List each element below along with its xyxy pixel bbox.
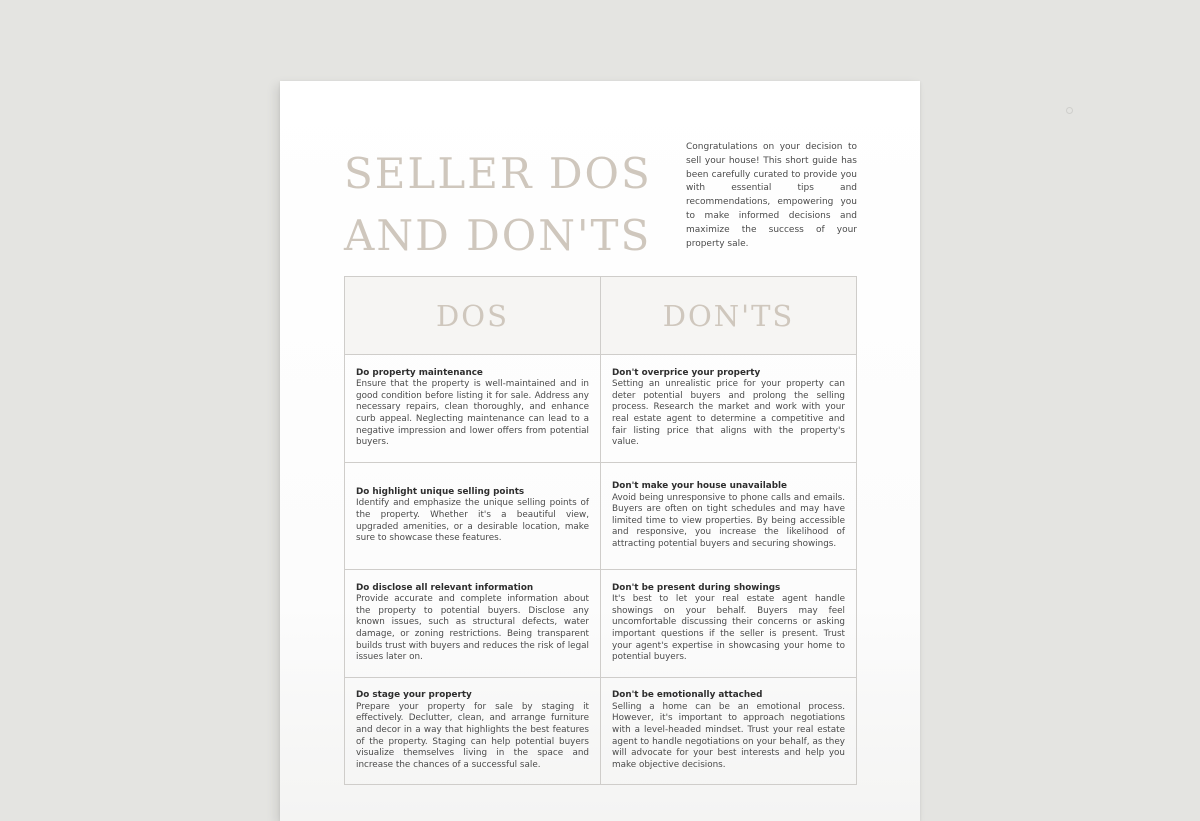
- dont-cell: [601, 570, 857, 678]
- do-text: Prepare your property for sale by staging it effectively. Declutter, clean, and arrange furniture and decor in a way that highlights the best features of the property. Staging can help potential buyers visualize themselves living in the space and increase the chances of a successful sale.: [356, 701, 589, 770]
- do-text: Identify and emphasize the unique selling points of the property. Whether it's a beautiful view, upgraded amenities, or a desirable location, make sure to showcase these features.: [356, 498, 589, 544]
- dont-title: Don't overprice your property: [612, 367, 761, 378]
- dont-title: Don't be emotionally attached: [612, 690, 763, 701]
- dont-text: Avoid being unresponsive to phone calls and emails. Buyers are often on tight schedules and may have limited time to view properties. By being accessible and responsive, you increase the likelihood of attracting potential buyers and securing showings.: [612, 492, 845, 549]
- do-title: Do stage your property: [356, 690, 472, 701]
- donts-header-cell: [601, 277, 857, 355]
- title-line-2: AND DON'TS: [344, 211, 652, 260]
- dos-donts-table: [344, 276, 857, 785]
- dont-text: Setting an unrealistic price for your property can deter potential buyers and prolong the selling process. Research the market and work with your real estate agent to determine a competitive and fair listing price that aligns with the property's value.: [612, 379, 845, 448]
- table-header-row: [345, 277, 857, 355]
- do-cell: [345, 678, 601, 786]
- dont-cell: [601, 355, 857, 463]
- dont-text: It's best to let your real estate agent handle showings on your behalf. Buyers may feel uncomfortable discussing their concerns or asking important questions if the seller is present. Trust your agent's expertise in showcasing your home to potential buyers.: [612, 594, 845, 663]
- table-row: [345, 355, 857, 463]
- do-cell: [345, 463, 601, 571]
- document-page: [280, 81, 920, 821]
- table-row: [345, 678, 857, 786]
- do-text: Provide accurate and complete information about the property to potential buyers. Disclose any known issues, such as structural defects, water damage, or zoning restrictions. Being transparent builds trust with buyers and reduces the risk of legal issues later on.: [356, 594, 589, 663]
- dos-header-cell: [345, 277, 601, 355]
- do-title: Do disclose all relevant information: [356, 582, 534, 593]
- do-cell: [345, 570, 601, 678]
- dont-title: Don't be present during showings: [612, 582, 781, 593]
- table-row: [345, 463, 857, 571]
- title-line-1: SELLER DOS: [344, 149, 652, 198]
- do-title: Do highlight unique selling points: [356, 486, 525, 497]
- donts-header: DON'TS: [662, 298, 795, 333]
- do-text: Ensure that the property is well-maintained and in good condition before listing it for sale. Address any necessary repairs, clean thoroughly, and enhance curb appeal. Neglecting maintenance can lead to a negative impression and lower offers from potential buyers.: [356, 379, 589, 448]
- dont-text: Selling a home can be an emotional process. However, it's important to approach negotiations with a level-headed mindset. Trust your real estate agent to handle negotiations on your behalf, as they will advocate for your best interests and help you make objective decisions.: [612, 701, 845, 770]
- dos-header: DOS: [436, 298, 509, 333]
- dont-cell: [601, 463, 857, 571]
- table-row: [345, 570, 857, 678]
- background-speck: [1066, 107, 1073, 114]
- do-title: Do property maintenance: [356, 367, 483, 378]
- do-cell: [345, 355, 601, 463]
- dont-title: Don't make your house unavailable: [612, 481, 787, 492]
- dont-cell: [601, 678, 857, 786]
- page-title: [344, 143, 674, 267]
- intro-paragraph: Congratulations on your decision to sell your house! This short guide has been carefully curated to provide you with essential tips and recommendations, empowering you to make informed decisions and maximize the success of your property sale.: [686, 142, 857, 249]
